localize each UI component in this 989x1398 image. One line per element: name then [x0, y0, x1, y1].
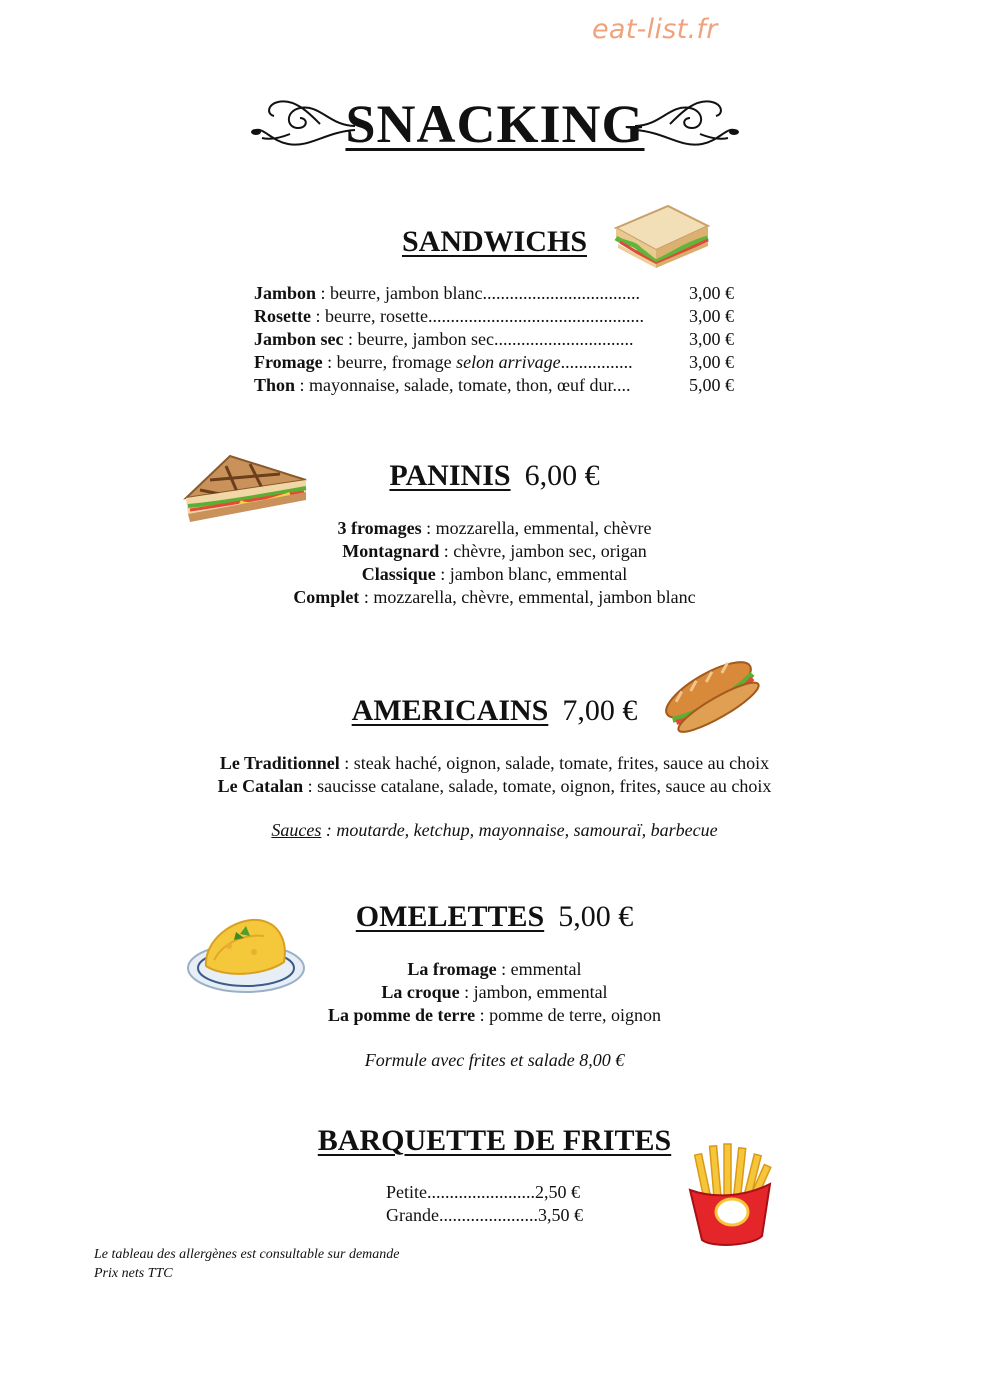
omelette-item: La fromage : emmental	[407, 959, 582, 979]
sandwichs-heading-block	[0, 224, 989, 260]
americains-heading: AMERICAINS	[351, 694, 549, 727]
page-title: SNACKING	[345, 94, 645, 154]
panini-item: 3 fromages : mozzarella, emmental, chèvre	[337, 518, 652, 538]
americains-price: 7,00 €	[562, 694, 638, 727]
americains-list	[0, 752, 989, 798]
sandwich-row: Jambon sec : beurre, jambon sec............................... 3,00 €	[254, 329, 734, 349]
paninis-heading-block	[0, 458, 989, 494]
omelette-item: La pomme de terre : pomme de terre, oignon	[327, 1005, 662, 1025]
frites-heading-block	[0, 1123, 989, 1159]
watermark: eat-list.fr	[592, 14, 718, 45]
sandwich-row: Rosette : beurre, rosette................................................ 3,00 €	[254, 306, 734, 326]
omelettes-heading-block	[0, 899, 989, 935]
sandwich-row: Fromage : beurre, fromage selon arrivage................ 3,00 €	[254, 352, 734, 372]
panini-item: Complet : mozzarella, chèvre, emmental, jambon blanc	[293, 587, 696, 607]
americain-item: Le Traditionnel : steak haché, oignon, salade, tomate, frites, sauce au choix	[219, 753, 770, 773]
omelettes-heading: OMELETTES	[355, 900, 545, 933]
sandwichs-list	[254, 282, 734, 397]
frites-row: Petite........................2,50 €	[386, 1182, 580, 1202]
panini-item: Classique : jambon blanc, emmental	[361, 564, 628, 584]
frites-row: Grande......................3,50 €	[386, 1205, 583, 1225]
omelette-item: La croque : jambon, emmental	[381, 982, 608, 1002]
fries-icon	[682, 1140, 776, 1252]
baguette-sandwich-icon	[662, 655, 762, 737]
omelettes-price: 5,00 €	[558, 900, 634, 933]
sandwich-row: Thon : mayonnaise, salade, tomate, thon, œuf dur.... 5,00 €	[254, 375, 734, 395]
panini-item: Montagnard : chèvre, jambon sec, origan	[342, 541, 647, 561]
omelettes-list	[0, 958, 989, 1027]
paninis-price: 6,00 €	[524, 459, 600, 492]
sandwich-row: Jambon : beurre, jambon blanc................................... 3,00 €	[254, 283, 734, 303]
frites-list	[386, 1181, 606, 1227]
paninis-heading: PANINIS	[389, 459, 511, 492]
formule-note: Formule avec frites et salade 8,00 €	[364, 1050, 625, 1070]
paninis-list	[0, 517, 989, 609]
americains-heading-block	[0, 693, 989, 729]
sandwichs-heading: SANDWICHS	[401, 225, 588, 258]
sandwich-icon	[610, 198, 714, 270]
frites-heading: BARQUETTE DE FRITES	[317, 1124, 672, 1157]
page-title-block	[250, 88, 740, 160]
allergens-note: Le tableau des allergènes est consultable sur demande	[94, 1247, 400, 1262]
americain-item: Le Catalan : saucisse catalane, salade, tomate, oignon, frites, sauce au choix	[217, 776, 772, 796]
prices-note: Prix nets TTC	[94, 1266, 173, 1281]
sauces-note: Sauces : moutarde, ketchup, mayonnaise, samouraï, barbecue	[271, 820, 718, 840]
